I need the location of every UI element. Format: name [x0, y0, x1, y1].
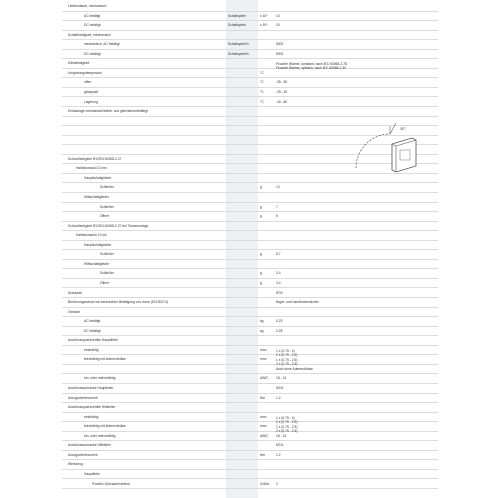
row-value: 10: [276, 13, 280, 18]
row-label: Anschlussschraube Hilfsleiter: [68, 443, 112, 448]
row-label: offen: [84, 80, 92, 85]
rotation-arc: [356, 134, 390, 168]
angle-label: 30°: [400, 126, 407, 131]
row-label: DC betätigt: [84, 328, 101, 333]
mounting-position-diagram: [342, 120, 434, 176]
row-unit: Nm: [260, 395, 266, 400]
row-label: Anschlussquerschnitte Hauptleiter: [68, 338, 118, 343]
table-row: [62, 203, 438, 213]
table-row: [62, 403, 438, 413]
table-row: [62, 12, 438, 22]
row-label: Werkzeug: [68, 462, 83, 467]
table-row: [62, 260, 438, 270]
row-value: 0.23: [276, 319, 283, 324]
row-unit: g: [260, 280, 262, 285]
table-row: [62, 250, 438, 260]
row-label: ein- oder mehrdrähtig: [84, 433, 116, 438]
table-row: [62, 413, 438, 423]
table-row: [62, 327, 438, 337]
row-label: Hilfsschaltglieder: [84, 261, 109, 266]
row-label: mechanisch, AC betätigt: [84, 42, 120, 47]
table-row: [62, 241, 438, 251]
table-row: [62, 2, 438, 12]
row-label: gekapselt: [84, 89, 99, 94]
row-unit: °C: [260, 99, 264, 104]
row-value: 5000: [276, 51, 284, 56]
row-qualifier: Schaltspiele: [228, 13, 246, 18]
row-value: 1 x (0.75 - 4) 2 x (0.75 - 2.5): [276, 348, 298, 357]
table-row: [62, 441, 438, 451]
table-row: [62, 317, 438, 327]
row-unit: g: [260, 271, 262, 276]
row-label: Schließer: [100, 271, 114, 276]
row-value: 2: [276, 481, 278, 486]
row-label: Pozidriv-Schraubendreher: [92, 481, 131, 486]
table-row: [62, 422, 438, 432]
row-qualifier: Schaltspiele: [228, 23, 246, 28]
table-row: [62, 374, 438, 384]
row-label: Umgebungstemperatur: [68, 70, 102, 75]
row-qualifier: Schaltspiele/h: [228, 42, 249, 47]
table-row: [62, 212, 438, 222]
row-value: 1 x (0.75 - 2.5) 2 x (0.75 - 2.5): [276, 425, 298, 434]
tilt-reference: [390, 123, 396, 134]
row-label: Hauptschaltglieder: [84, 242, 112, 247]
row-unit: AWG: [260, 376, 268, 381]
table-row: [62, 470, 438, 480]
contactor-outline: [392, 138, 416, 172]
row-label: ein- oder mehrdrähtig: [84, 376, 116, 381]
row-label: Anschlussschraube Hauptleiter: [68, 386, 114, 390]
row-label: Lagerung: [84, 99, 98, 104]
row-value: 1 x (0.75 - 4) 2 x (0.75 - 2.5): [276, 415, 298, 424]
row-label: Schockfestigkeit IEC/EN 60068-2-27 bei Tischmontage: [68, 223, 149, 228]
row-label: Schließer: [100, 204, 114, 209]
row-label: Halbsinusstoß 10 ms: [76, 166, 107, 171]
row-label: Hauptschaltglieder: [84, 175, 112, 180]
table-row: [62, 231, 438, 241]
row-label: Öffner: [100, 214, 110, 219]
row-label: AC betätigt: [84, 13, 101, 18]
table-row: [62, 193, 438, 203]
row-label: DC betätigt: [84, 51, 101, 56]
row-label: Schutzart: [68, 290, 82, 295]
row-unit: kg: [260, 328, 264, 333]
row-value: M3.5: [276, 443, 284, 448]
row-value: finger- und handrückensicher: [276, 300, 319, 305]
table-row: [62, 298, 438, 308]
table-row: [62, 222, 438, 232]
row-unit: g: [260, 204, 262, 209]
table-row: [62, 78, 438, 88]
row-label: Anschlussquerschnitte Hilfsleiter: [68, 405, 116, 410]
row-unit: mm²: [260, 347, 267, 352]
row-unit: x 10⁶: [260, 23, 268, 28]
row-unit: Nm: [260, 452, 266, 457]
row-unit: Größe: [260, 481, 270, 486]
table-row: [62, 336, 438, 346]
row-unit: °C: [260, 70, 264, 75]
row-unit: mm²: [260, 424, 267, 429]
row-label: eindrähtig: [84, 347, 99, 352]
row-label: feindrähtig mit Aderendhülse: [84, 357, 126, 362]
table-row: [62, 346, 438, 356]
table-row: [62, 480, 438, 490]
row-label: Klimafestigkeit: [68, 61, 90, 66]
row-value: 10: [276, 185, 280, 190]
row-value: Feuchte Wärme, konstant, nach IEC 60068-2-78 Feuchte Wärme, zyklisch, nach IEC 60068-2-30: [276, 62, 347, 71]
datasheet-page: [62, 0, 438, 498]
row-label: DC betätigt: [84, 23, 101, 28]
row-label: Schockfestigkeit IEC/EN 60068-2-27: [68, 156, 122, 161]
row-unit: g: [260, 214, 262, 219]
row-qualifier: Schaltspiele/h: [228, 51, 249, 56]
table-row: [62, 183, 438, 193]
row-value: M3.5: [276, 386, 284, 390]
table-row: [62, 289, 438, 299]
row-label: Anzugsdrehmoment: [68, 395, 98, 400]
row-label: Öffner: [100, 280, 110, 285]
row-unit: AWG: [260, 433, 268, 438]
row-label: Hilfsschaltglieder: [84, 195, 109, 199]
row-label: Hauptleiter: [84, 471, 100, 476]
table-row: [62, 384, 438, 394]
row-value: Auch ohne Aderendhülse: [276, 366, 313, 371]
row-value: 1.2: [276, 395, 281, 400]
row-unit: g: [260, 185, 262, 190]
table-row: [62, 40, 438, 50]
row-unit: g: [260, 252, 262, 257]
row-value: -25...50: [276, 80, 288, 85]
table-row: [62, 69, 438, 79]
row-label: Anzugsdrehmoment: [68, 452, 98, 457]
row-value: 5000: [276, 42, 284, 47]
table-row: [62, 394, 438, 404]
row-value: 5.7: [276, 252, 281, 257]
row-label: Gewicht: [68, 309, 80, 314]
row-label: AC betätigt: [84, 319, 101, 324]
left-margin: [0, 0, 62, 498]
table-row: [62, 308, 438, 318]
row-value: 3.4: [276, 271, 281, 276]
table-row: [62, 98, 438, 108]
row-value: 1.2: [276, 452, 281, 457]
row-value: 0.28: [276, 328, 283, 333]
row-unit: x 10⁶: [260, 13, 268, 18]
row-value: IP20: [276, 290, 283, 295]
row-value: 18 - 14: [276, 376, 287, 381]
row-label: Lebensdauer, mechanisch: [68, 4, 107, 8]
row-label: feindrähtig mit Aderendhülse: [84, 424, 126, 429]
row-unit: mm²: [260, 357, 267, 362]
right-margin: [438, 0, 498, 498]
row-value: -40...80: [276, 99, 288, 104]
table-row: [62, 88, 438, 98]
table-row: [62, 107, 438, 117]
row-value: 5: [276, 214, 278, 219]
table-row: [62, 451, 438, 461]
row-unit: kg: [260, 319, 264, 324]
table-row: [62, 59, 438, 69]
row-label: Schalthäufigkeit, mechanisch: [68, 32, 111, 37]
row-label: Schließer: [100, 252, 114, 257]
row-value: 1 x (0.75 - 2.5) 2 x (0.75 - 2.5): [276, 358, 298, 367]
table-row: [62, 21, 438, 31]
row-value: -25...40: [276, 89, 288, 94]
row-value: 10: [276, 23, 280, 28]
row-label: Halbsinusstoß 10 ms: [76, 233, 107, 238]
row-label: Einbaulage mechanisch/elektr. und gleichstrombetätigt: [68, 109, 148, 114]
row-label: Berührungsschutz bei senkrechter Betätigung von vorne (EN 50274): [68, 300, 168, 305]
row-value: 18 - 14: [276, 433, 287, 438]
table-row: [62, 279, 438, 289]
row-unit: °C: [260, 80, 264, 85]
table-row: [62, 50, 438, 60]
table-row: [62, 31, 438, 41]
row-value: 3.4: [276, 280, 281, 285]
row-label: eindrähtig: [84, 414, 99, 419]
row-unit: °C: [260, 89, 264, 94]
table-row: [62, 365, 438, 375]
row-unit: mm²: [260, 414, 267, 419]
row-label: Schließer: [100, 185, 114, 190]
table-row: [62, 269, 438, 279]
table-row: [62, 355, 438, 365]
row-value: 7: [276, 204, 278, 209]
table-row: [62, 460, 438, 470]
table-row: [62, 432, 438, 442]
